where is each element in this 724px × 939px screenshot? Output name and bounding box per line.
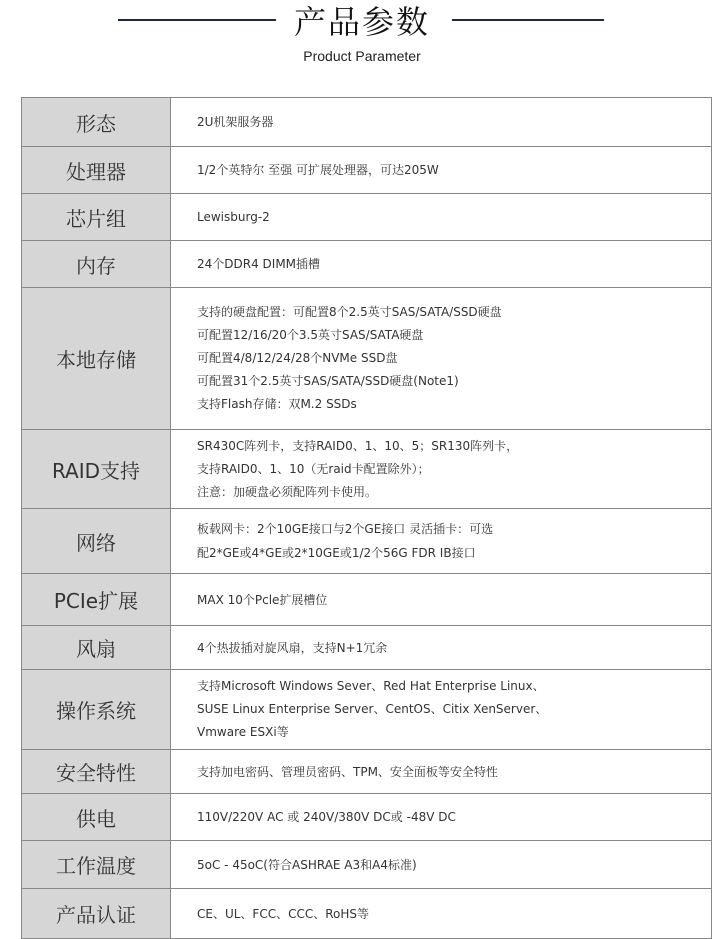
spec-value-line: 可配置31个2.5英寸SAS/SATA/SSD硬盘(Note1) bbox=[197, 374, 459, 388]
spec-value bbox=[171, 147, 712, 193]
spec-value-line: 配2*GE或4*GE或2*10GE或1/2个56G FDR IB接口 bbox=[197, 546, 476, 560]
spec-label: 工作温度 bbox=[22, 841, 171, 888]
page-subtitle: Product Parameter bbox=[303, 48, 421, 64]
spec-label: 安全特性 bbox=[22, 750, 171, 793]
spec-row bbox=[22, 626, 712, 670]
page-title: 产品参数 bbox=[293, 3, 430, 41]
spec-label: 处理器 bbox=[22, 147, 171, 193]
spec-value bbox=[171, 574, 712, 625]
spec-value-line: 1/2个英特尔 至强 可扩展处理器，可达205W bbox=[197, 163, 439, 177]
spec-row bbox=[22, 288, 712, 430]
spec-value-line: 支持Flash存储：双M.2 SSDs bbox=[197, 397, 357, 411]
spec-value-line: 2U机架服务器 bbox=[197, 115, 274, 129]
spec-row bbox=[22, 574, 712, 626]
spec-label: 风扇 bbox=[22, 626, 171, 669]
spec-row bbox=[22, 430, 712, 509]
spec-value bbox=[171, 241, 712, 287]
spec-value-line: Vmware ESXi等 bbox=[197, 725, 289, 739]
spec-row bbox=[22, 670, 712, 750]
spec-label: PCIe扩展 bbox=[22, 574, 171, 625]
spec-value bbox=[171, 430, 712, 508]
spec-value-line: 110V/220V AC 或 240V/380V DC或 -48V DC bbox=[197, 810, 456, 824]
spec-label: 形态 bbox=[22, 98, 171, 146]
spec-row bbox=[22, 794, 712, 841]
spec-value bbox=[171, 750, 712, 793]
spec-value bbox=[171, 98, 712, 146]
spec-value-line: SR430C阵列卡，支持RAID0、1、10、5；SR130阵列卡， bbox=[197, 438, 519, 453]
spec-row bbox=[22, 241, 712, 288]
spec-value-line: 支持加电密码、管理员密码、TPM、安全面板等安全特性 bbox=[197, 764, 498, 779]
spec-label: 产品认证 bbox=[22, 889, 171, 938]
spec-row bbox=[22, 750, 712, 794]
spec-value bbox=[171, 194, 712, 240]
spec-value bbox=[171, 889, 712, 938]
spec-value-line: 注意：加硬盘必须配阵列卡使用。 bbox=[197, 484, 378, 499]
spec-label: RAID支持 bbox=[22, 430, 171, 508]
section-header bbox=[0, 0, 724, 80]
spec-row bbox=[22, 841, 712, 889]
spec-label: 网络 bbox=[22, 509, 171, 573]
spec-value bbox=[171, 670, 712, 749]
spec-value-line: 可配置4/8/12/24/28个NVMe SSD盘 bbox=[197, 351, 398, 365]
spec-value-line: SUSE Linux Enterprise Server、CentOS、Citix XenServer、 bbox=[197, 702, 548, 716]
spec-value-line: Lewisburg-2 bbox=[197, 210, 270, 224]
spec-row bbox=[22, 509, 712, 574]
spec-label: 芯片组 bbox=[22, 194, 171, 240]
spec-value-line: 5oC - 45oC(符合ASHRAE A3和A4标准) bbox=[197, 857, 417, 872]
spec-value bbox=[171, 509, 712, 573]
spec-label: 本地存储 bbox=[22, 288, 171, 429]
spec-table bbox=[21, 97, 712, 939]
spec-value-line: CE、UL、FCC、CCC、RoHS等 bbox=[197, 906, 370, 921]
spec-value bbox=[171, 841, 712, 888]
spec-value bbox=[171, 794, 712, 840]
spec-value-line: 4个热拔插对旋风扇，支持N+1冗余 bbox=[197, 640, 388, 655]
spec-value-line: 支持的硬盘配置：可配置8个2.5英寸SAS/SATA/SSD硬盘 bbox=[197, 305, 502, 319]
spec-row bbox=[22, 194, 712, 241]
spec-row bbox=[22, 889, 712, 939]
spec-value-line: 板载网卡：2个10GE接口与2个GE接口 灵活插卡：可选 bbox=[197, 522, 494, 536]
spec-row bbox=[22, 98, 712, 147]
spec-value-line: 24个DDR4 DIMM插槽 bbox=[197, 257, 321, 271]
spec-row bbox=[22, 147, 712, 194]
spec-value-line: 可配置12/16/20个3.5英寸SAS/SATA硬盘 bbox=[197, 328, 424, 342]
spec-label: 供电 bbox=[22, 794, 171, 840]
spec-value-line: 支持Microsoft Windows Sever、Red Hat Enterprise Linux、 bbox=[197, 679, 545, 693]
spec-label: 内存 bbox=[22, 241, 171, 287]
spec-label: 操作系统 bbox=[22, 670, 171, 749]
spec-value bbox=[171, 626, 712, 669]
spec-value-line: 支持RAID0、1、10（无raid卡配置除外）； bbox=[197, 461, 430, 476]
spec-value bbox=[171, 288, 712, 429]
spec-value-line: MAX 10个Pcle扩展槽位 bbox=[197, 592, 328, 607]
